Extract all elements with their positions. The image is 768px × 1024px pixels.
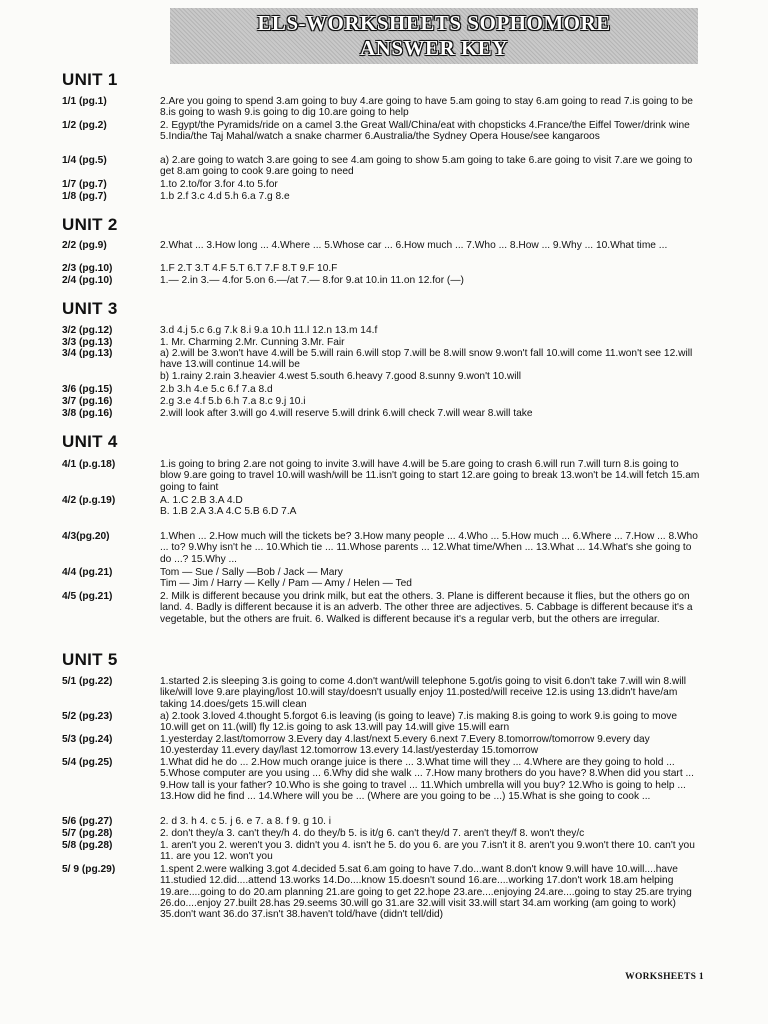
answer-row xyxy=(62,396,702,407)
answer-text-part-b: b) 1.rainy 2.rain 3.heavier 4.west 5.south 6.heavy 7.good 8.sunny 9.won't 10.will xyxy=(160,370,521,382)
unit-heading: UNIT 4 xyxy=(62,432,118,451)
answer-text: 2. Egypt/the Pyramids/ride on a camel 3.the Great Wall/China/eat with chopsticks 4.France/the Eiffel Tower/drink wine 5.India/the Taj Mahal/watch a snake charmer 6.Australia/the Sydney Opera House/see kangaroos xyxy=(160,120,690,143)
answer-row xyxy=(62,96,702,119)
unit-heading: UNIT 1 xyxy=(62,70,118,89)
answer-text: 1.F 2.T 3.T 4.F 5.T 6.T 7.F 8.T 9.F 10.F xyxy=(160,263,338,274)
exercise-label: 4/4 (pg.21) xyxy=(62,567,113,578)
answer-row xyxy=(62,408,702,419)
answer-text: 1.b 2.f 3.c 4.d 5.h 6.a 7.g 8.e xyxy=(160,191,290,202)
answer-text: Tom — Sue / Sally —Bob / Jack — Mary xyxy=(160,567,343,578)
answer-row xyxy=(62,864,702,920)
answer-row xyxy=(62,531,702,565)
answer-text: 1.What did he do ... 2.How much orange juice is there ... 3.What time will they ... 4.Where are they going to hold ... 5.Whose computer are you using ... 6.Why did she walk ... 7.How many brothers do you have? 8.When did you start ... 9.How tall is your father? 10.Who is she going to travel ... 11.Which umbrella will you buy? 12.Who is going to help ... 13.How did he find ... 14.Where will you be ... (Where are you going to be ...) 15.What is she going to cook ... xyxy=(160,757,694,802)
answer-text: 1.yesterday 2.last/tomorrow 3.Every day 4.last/next 5.every 6.next 7.Every 8.tomorrow/tomorrow 9.every day 10.yesterday 11.every day/last 12.tomorrow 13.every 14.last/yesterday 15.tomorrow xyxy=(160,734,650,757)
exercise-label: 1/1 (pg.1) xyxy=(62,96,107,107)
exercise-label: 3/3 (pg.13) xyxy=(62,337,113,348)
answer-text: A. 1.C 2.B 3.A 4.D xyxy=(160,495,243,506)
exercise-label: 5/6 (pg.27) xyxy=(62,816,113,827)
exercise-label: 5/8 (pg.28) xyxy=(62,840,113,851)
answer-text: 1.is going to bring 2.are not going to invite 3.will have 4.will be 5.are going to crash 6.will run 7.will turn 8.is going to blow 9.are going to travel 10.will wash/will be 11.isn't going to start 12.are going to break 13.won't be 14.will fetch 15.am going to faint xyxy=(160,459,700,493)
exercise-label: 2/4 (pg.10) xyxy=(62,275,113,286)
answer-text: 1.spent 2.were walking 3.got 4.decided 5.sat 6.am going to have 7.do...want 8.don't know 9.will have 10.will....have 11.studied 12.did....attend 13.works 14.Do....know 15.doesn't sound 16.are....working 17.don't work 18.am helping 19.are....going to do 20.am planning 21.are going to get 22.hope 23.are....enjoying 24.are....going to stay 25.are trying 26.do....enjoy 27.built 28.has 29.seems 30.will go 31.are 32.will visit 33.will start 34.am working (am going to work) 35.don't want 36.do 37.isn't 38.haven't told/have (didn't tell/did) xyxy=(160,864,692,921)
answer-text: 2. d 3. h 4. c 5. j 6. e 7. a 8. f 9. g 10. i xyxy=(160,816,332,827)
answer-text: 3.d 4.j 5.c 6.g 7.k 8.i 9.a 10.h 11.l 12.n 13.m 14.f xyxy=(160,325,378,336)
answer-text-second-line: Tim — Jim / Harry — Kelly / Pam — Amy / Helen — Ted xyxy=(160,578,412,590)
answer-row xyxy=(62,734,702,757)
answer-row xyxy=(62,567,702,590)
exercise-label: 1/8 (pg.7) xyxy=(62,191,107,202)
answer-text: 2.Are you going to spend 3.am going to buy 4.are going to have 5.am going to stay 6.am going to read 7.is going to be 8.is going to wash 9.is going to dig 10.are going to help xyxy=(160,96,693,119)
answer-text: 2.g 3.e 4.f 5.b 6.h 7.a 8.c 9.j 10.i xyxy=(160,396,306,407)
answer-row xyxy=(62,275,702,286)
exercise-label: 3/2 (pg.12) xyxy=(62,325,113,336)
answer-row xyxy=(62,676,702,710)
answer-row xyxy=(62,337,702,348)
answer-row xyxy=(62,191,702,202)
exercise-label: 4/1 (p.g.18) xyxy=(62,459,116,470)
answer-row xyxy=(62,348,702,382)
page-header-banner xyxy=(170,8,698,64)
answer-row xyxy=(62,384,702,395)
answer-row xyxy=(62,591,702,625)
answer-text: 2. Milk is different because you drink milk, but eat the others. 3. Plane is different because it flies, but the others go on land. 4. Badly is different because it is an adverb. The other three are adjectives. 5. Cabbage is different because it's a vegetable, but the others are fruit. 6. Walked is different because it's a regular verb, but the others are irregular. xyxy=(160,591,693,625)
header-title: ELS-WORKSHEETS SOPHOMORE xyxy=(257,11,611,35)
exercise-label: 1/2 (pg.2) xyxy=(62,120,107,131)
answer-text: 2.will look after 3.will go 4.will reserve 5.will drink 6.will check 7.will wear 8.will take xyxy=(160,408,533,419)
answer-row xyxy=(62,816,702,827)
answer-text: 2.What ... 3.How long ... 4.Where ... 5.Whose car ... 6.How much ... 7.Who ... 8.How ... 9.Why ... 10.What time ... xyxy=(160,240,668,251)
exercise-label: 1/4 (pg.5) xyxy=(62,155,107,166)
answer-text: 1. Mr. Charming 2.Mr. Cunning 3.Mr. Fair xyxy=(160,337,345,348)
answer-text: 2. don't they/a 3. can't they/h 4. do they/b 5. is it/g 6. can't they/d 7. aren't they/f 8. won't they/c xyxy=(160,828,585,839)
answer-row xyxy=(62,828,702,839)
answer-text: a) 2.will be 3.won't have 4.will be 5.will rain 6.will stop 7.will be 8.will snow 9.won't fall 10.will come 11.won't see 12.will have 13.will continue 14.will be xyxy=(160,348,693,371)
answer-row xyxy=(62,325,702,336)
exercise-label: 2/2 (pg.9) xyxy=(62,240,107,251)
answer-row xyxy=(62,459,702,493)
answer-row xyxy=(62,120,702,143)
answer-text: 1.— 2.in 3.— 4.for 5.on 6.—/at 7.— 8.for 9.at 10.in 11.on 12.for (—) xyxy=(160,275,464,286)
exercise-label: 2/3 (pg.10) xyxy=(62,263,113,274)
answer-text: 2.b 3.h 4.e 5.c 6.f 7.a 8.d xyxy=(160,384,273,395)
unit-heading: UNIT 5 xyxy=(62,650,118,669)
exercise-label: 5/3 (pg.24) xyxy=(62,734,113,745)
exercise-label: 5/2 (pg.23) xyxy=(62,711,113,722)
answer-row xyxy=(62,840,702,863)
answer-text: 1.When ... 2.How much will the tickets be? 3.How many people ... 4.Who ... 5.How much ... 6.Where ... 7.How ... 8.Who ... to? 9.Why isn't he ... 10.Which tie ... 11.Whose parents ... 12.What time/When ... 13.What ... 14.What's she going to do ...? 15.Why ... xyxy=(160,531,698,565)
answer-text: a) 2.are going to watch 3.are going to see 4.am going to show 5.am going to take 6.are going to visit 7.are we going to get 8.am going to cook 9.are going to need xyxy=(160,155,693,178)
answer-row xyxy=(62,757,702,802)
exercise-label: 4/3(pg.20) xyxy=(62,531,110,542)
answer-row xyxy=(62,263,702,274)
exercise-label: 4/2 (p.g.19) xyxy=(62,495,116,506)
exercise-label: 5/4 (pg.25) xyxy=(62,757,113,768)
exercise-label: 4/5 (pg.21) xyxy=(62,591,113,602)
answer-text-part-b: B. 1.B 2.A 3.A 4.C 5.B 6.D 7.A xyxy=(160,506,297,518)
answer-text: 1.to 2.to/for 3.for 4.to 5.for xyxy=(160,179,278,190)
answer-text: 1.started 2.is sleeping 3.is going to come 4.don't want/will telephone 5.got/is going to visit 6.don't take 7.will win 8.will like/will love 9.are playing/lost 10.will stay/doesn't usually enjoy 11.posted/will receive 12.is using 13.didn't have/am taking 14.does/gets 15.will clean xyxy=(160,676,687,710)
exercise-label: 5/ 9 (pg.29) xyxy=(62,864,116,875)
unit-heading: UNIT 2 xyxy=(62,215,118,234)
answer-row xyxy=(62,240,702,251)
answer-row xyxy=(62,179,702,190)
exercise-label: 5/1 (pg.22) xyxy=(62,676,113,687)
answer-row xyxy=(62,155,702,178)
exercise-label: 3/7 (pg.16) xyxy=(62,396,113,407)
answer-row xyxy=(62,711,702,734)
exercise-label: 3/6 (pg.15) xyxy=(62,384,113,395)
exercise-label: 1/7 (pg.7) xyxy=(62,179,107,190)
exercise-label: 3/8 (pg.16) xyxy=(62,408,113,419)
page-footer: WORKSHEETS 1 xyxy=(625,972,704,982)
answer-text: a) 2.took 3.loved 4.thought 5.forgot 6.is leaving (is going to leave) 7.is making 8.is going to work 9.is going to move 10.will get on 11.(will) fly 12.is going to ask 13.will pay 14.will give 15.will earn xyxy=(160,711,678,734)
unit-heading: UNIT 3 xyxy=(62,299,118,318)
header-subtitle: ANSWER KEY xyxy=(360,36,508,60)
exercise-label: 5/7 (pg.28) xyxy=(62,828,113,839)
answer-row xyxy=(62,495,702,518)
exercise-label: 3/4 (pg.13) xyxy=(62,348,113,359)
answer-text: 1. aren't you 2. weren't you 3. didn't you 4. isn't he 5. do you 6. are you 7.isn't it 8. aren't you 9.won't there 10. can't you 11. are you 12. won't you xyxy=(160,840,695,863)
